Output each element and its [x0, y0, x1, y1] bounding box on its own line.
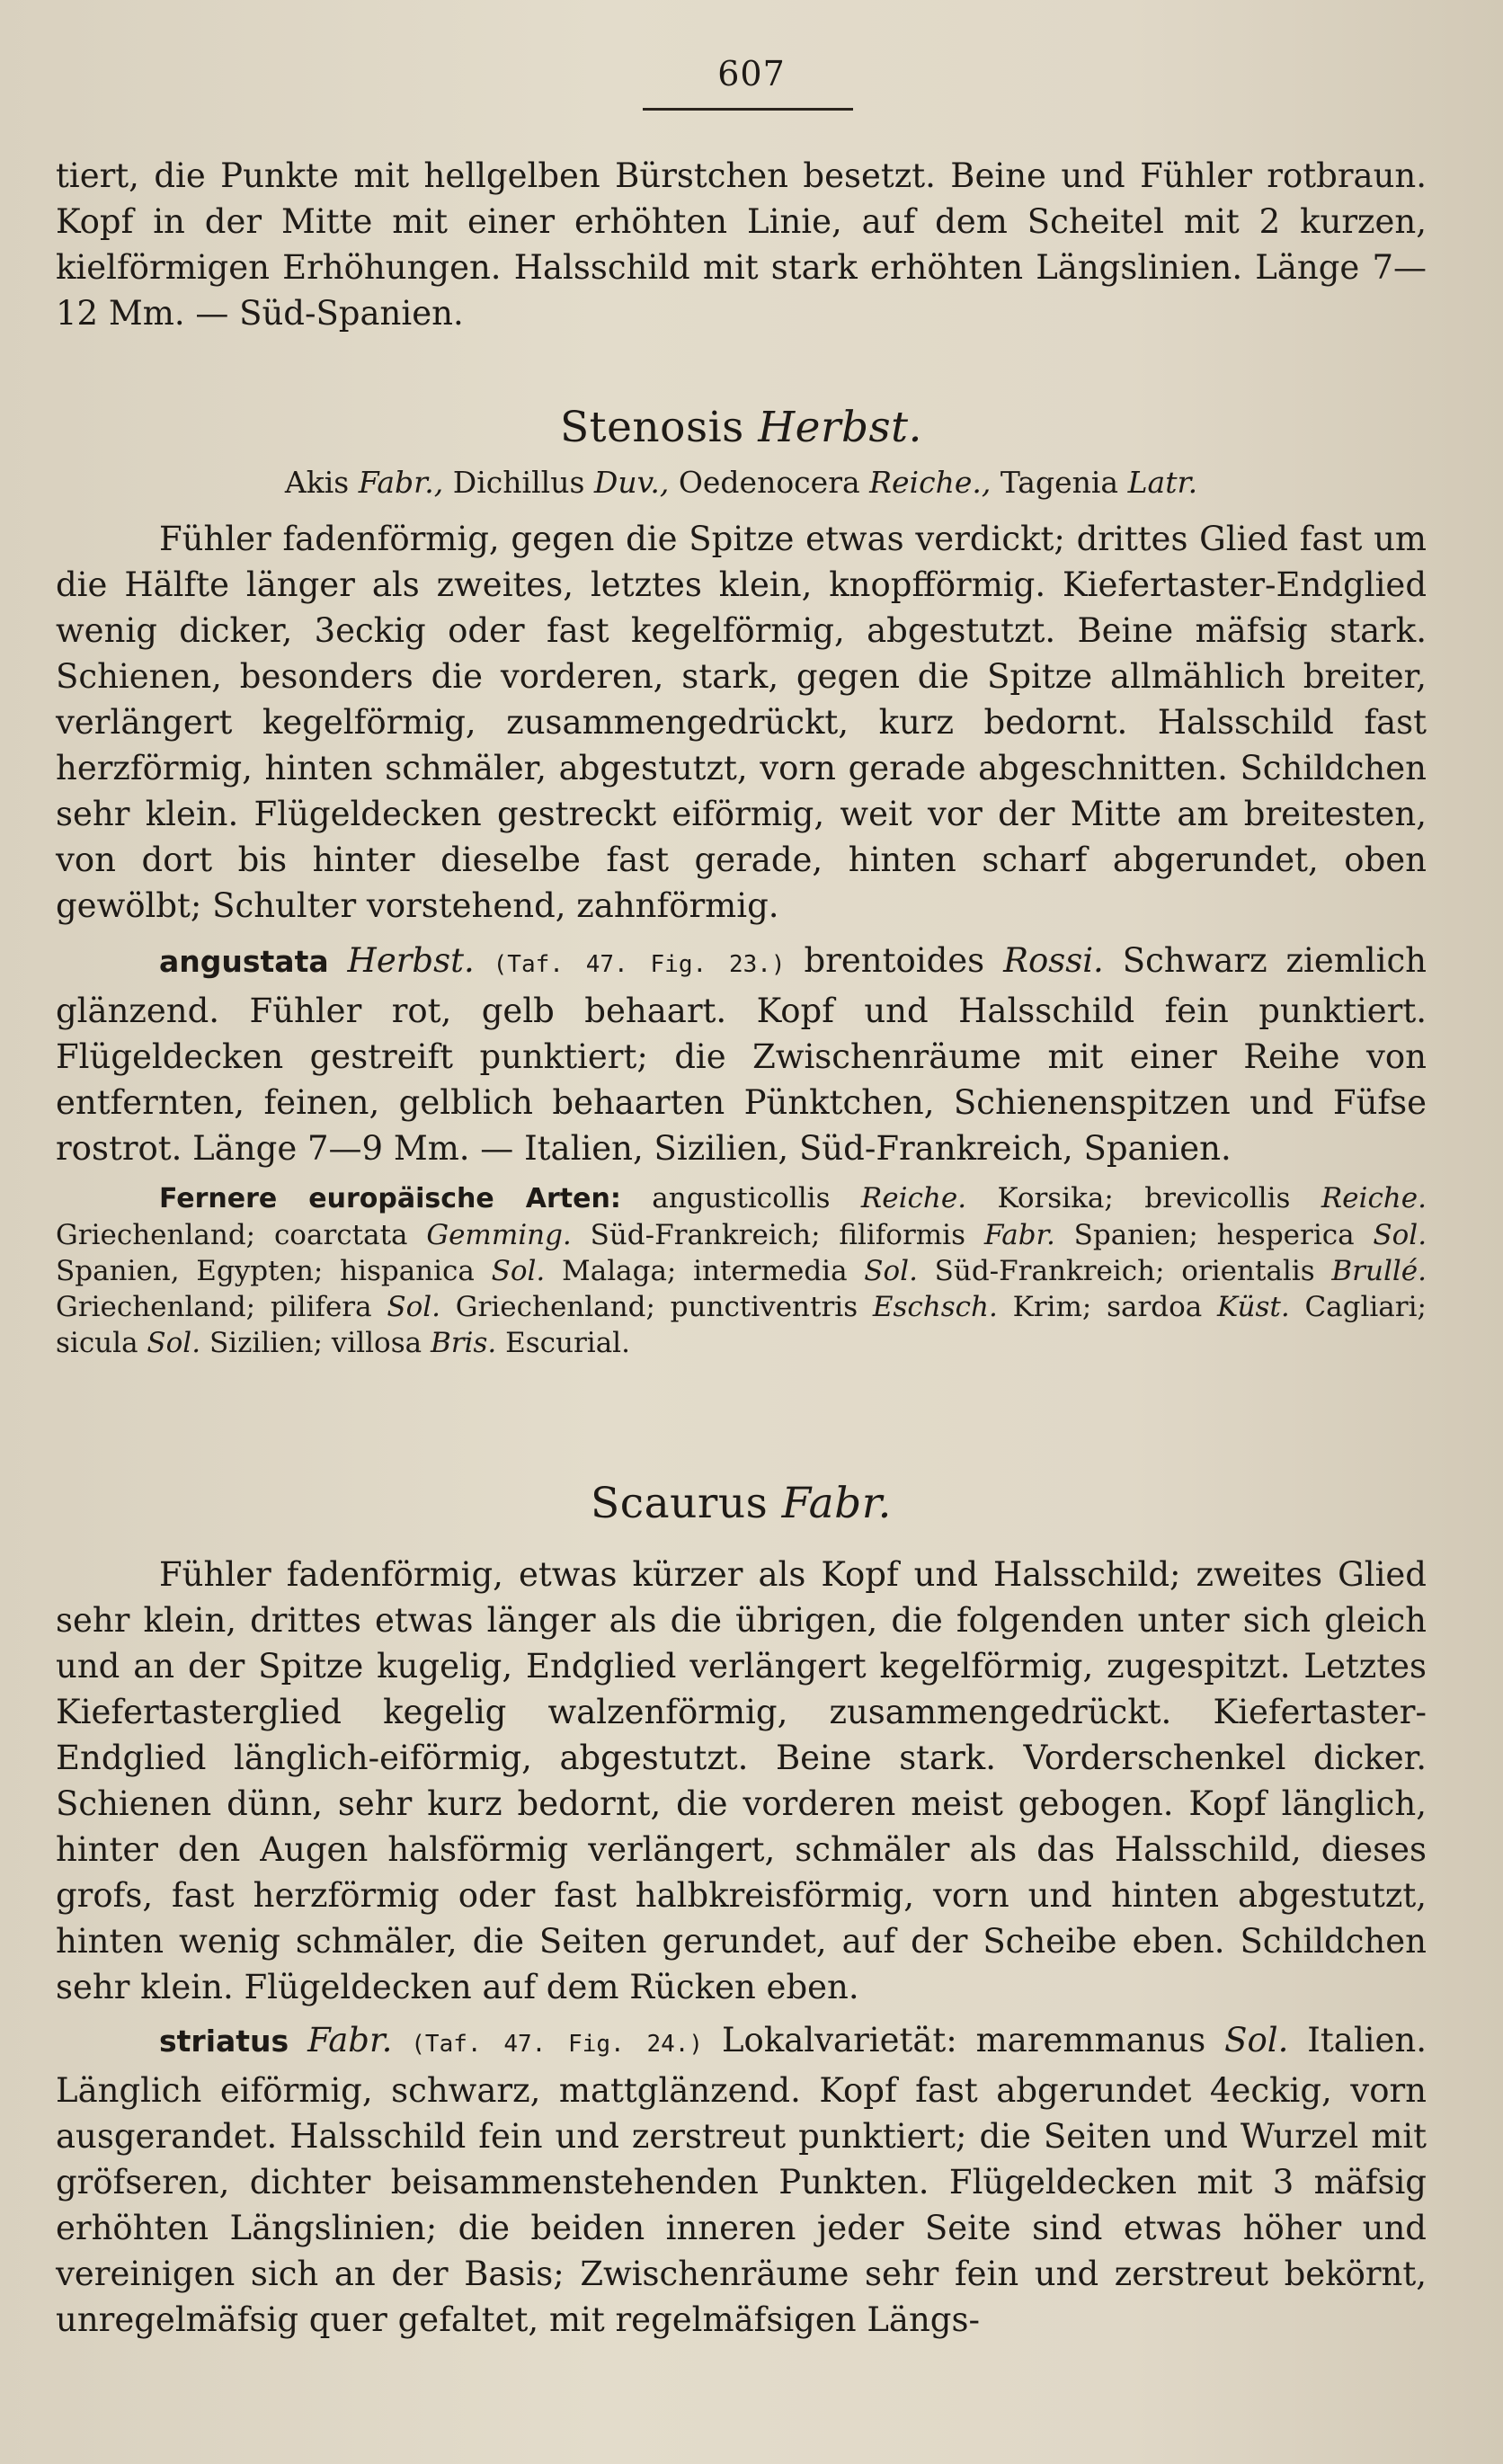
other-species-name: pilifera	[270, 1291, 372, 1323]
other-species-locality: Malaga;	[561, 1255, 677, 1287]
page-number: 607	[717, 54, 786, 93]
species-synonym: brentoides	[804, 941, 985, 980]
other-species-locality: Süd-Frankreich;	[934, 1255, 1165, 1287]
other-species-name: filiformis	[839, 1219, 966, 1251]
species-angustata	[56, 938, 1427, 1171]
other-species-author: Brullé.	[1331, 1255, 1427, 1287]
other-species-author: Bris.	[430, 1327, 497, 1359]
other-species-name: intermedia	[693, 1255, 848, 1287]
scaurus-description-text: Fühler fadenförmig, etwas kürzer als Kopf und Halsschild; zweites Glied sehr klein, drittes etwas länger als die übrigen, die folgenden unter sich gleich und an der Spitze kugelig, Endglied verlängert kegelförmig, zugespitzt. Letztes Kiefertasterglied kegelig walzenförmig, zusammengedrückt. Kiefertaster-Endglied länglich-eiförmig, abgestutzt. Beine stark. Vorderschenkel dicker. Schienen dünn, sehr kurz bedornt, die vorderen meist gebogen. Kopf länglich, hinter den Augen halsförmig verlängert, schmäler als das Halsschild, dieses grofs, fast herzförmig oder fast halbkreisförmig, vorn und hinten abgestutzt, hinten wenig schmäler, die Seiten gerundet, auf der Scheibe eben. Schildchen sehr klein. Flügeldecken auf dem Rücken eben.	[56, 1555, 1427, 2006]
species-name: angustata	[159, 944, 329, 979]
plate-reference: (Taf. 47. Fig. 24.)	[411, 2031, 704, 2058]
other-species-author: Eschsch.	[872, 1291, 998, 1323]
synonym-name: Akis	[284, 465, 350, 500]
synonym-author: Reiche.,	[869, 465, 992, 500]
other-species-locality: Spanien, Egypten;	[56, 1255, 324, 1287]
variety-author: Sol.	[1224, 2021, 1289, 2059]
other-species-locality: Escurial.	[505, 1327, 630, 1359]
other-species-name: punctiventris	[670, 1291, 858, 1323]
synonym-author: Fabr.,	[358, 465, 444, 500]
species-name: striatus	[159, 2024, 289, 2059]
species-striatus	[56, 2017, 1427, 2343]
scaurus-genus: Scaurus	[591, 1479, 769, 1528]
other-species-name: coarctata	[273, 1219, 408, 1251]
other-species-locality: Griechenland;	[455, 1291, 655, 1323]
scaurus-author: Fabr.	[781, 1479, 892, 1528]
other-species-name: hesperica	[1216, 1219, 1355, 1251]
stenosis-heading	[56, 403, 1427, 452]
other-species-author: Reiche.	[1321, 1182, 1427, 1214]
stenosis-description	[56, 516, 1427, 929]
synonym-author: Duv.,	[593, 465, 670, 500]
other-species-author: Gemming.	[426, 1219, 572, 1251]
other-species-name: angusticollis	[652, 1182, 831, 1214]
other-species-author: Sol.	[491, 1255, 546, 1287]
other-species-name: sardoa	[1107, 1291, 1203, 1323]
variety-locality: Italien.	[1307, 2021, 1427, 2059]
other-species-author: Sol.	[1373, 1219, 1427, 1251]
other-species-author: Reiche.	[860, 1182, 967, 1214]
species-text: Schwarz ziemlich glänzend. Fühler rot, gelb behaart. Kopf und Halsschild fein punktiert. Flügeldecken gestreift punktiert; die Zwischenräume mit einer Reihe von entfernten, feinen, gelblich behaarten Pünktchen, Schienenspitzen und Füfse rostrot. Länge 7—9 Mm. — Italien, Sizilien, Süd-Frankreich, Spanien.	[56, 941, 1427, 1168]
scaurus-description	[56, 1552, 1427, 2010]
stenosis-description-text: Fühler fadenförmig, gegen die Spitze etwas verdickt; drittes Glied fast um die Hälfte länger als zweites, letztes klein, knopfförmig. Kiefertaster-Endglied wenig dicker, 3eckig oder fast kegelförmig, abgestutzt. Beine mäfsig stark. Schienen, besonders die vorderen, stark, gegen die Spitze allmählich breiter, verlängert kegelförmig, zusammengedrückt, kurz bedornt. Halsschild fast herzförmig, hinten schmäler, abgestutzt, vorn gerade abgeschnitten. Schildchen sehr klein. Flügeldecken gestreckt eiförmig, weit vor der Mitte am breitesten, von dort bis hinter dieselbe fast gerade, hinten scharf abgerundet, oben gewölbt; Schulter vorstehend, zahnförmig.	[56, 520, 1427, 925]
other-species-locality: Süd-Frankreich;	[590, 1219, 821, 1251]
other-species	[56, 1180, 1427, 1361]
plate-reference: (Taf. 47. Fig. 23.)	[493, 951, 786, 978]
intro-block	[56, 153, 1427, 336]
stenosis-section	[56, 403, 1427, 1361]
other-species-locality: Griechenland;	[56, 1219, 256, 1251]
scaurus-heading	[56, 1479, 1427, 1528]
other-species-name: orientalis	[1181, 1255, 1315, 1287]
other-species-author: Sol.	[864, 1255, 918, 1287]
stenosis-author: Herbst.	[758, 403, 922, 452]
synonym-name: Tagenia	[1000, 465, 1119, 500]
other-species-author: Sol.	[387, 1291, 441, 1323]
other-species-locality: Korsika;	[997, 1182, 1114, 1214]
other-species-locality: Cagliari;	[1304, 1291, 1427, 1323]
other-species-author: Küst.	[1217, 1291, 1290, 1323]
other-species-name: brevicollis	[1144, 1182, 1291, 1214]
other-species-locality: Griechenland;	[56, 1291, 256, 1323]
species-synonym-author: Rossi.	[1003, 941, 1104, 980]
stenosis-synonyms	[56, 465, 1427, 500]
species-text: Länglich eiförmig, schwarz, mattglänzend. Kopf fast abgerundet 4eckig, vorn ausgerandet. Halsschild fein und zerstreut punktiert; die Seiten und Wurzel mit gröfseren, dichter beisammenstehenden Punkten. Flügeldecken mit 3 mäfsig erhöhten Längslinien; die beiden inneren jeder Seite sind etwas höher und vereinigen sich an der Basis; Zwischenräume sehr fein und zerstreut bekörnt, unregelmäfsig quer gefaltet, mit regelmäfsigen Längs-	[56, 2071, 1427, 2339]
other-species-locality: Krim;	[1012, 1291, 1092, 1323]
variety-name: maremmanus	[975, 2021, 1206, 2059]
species-author: Fabr.	[307, 2021, 393, 2059]
other-species-author: Sol.	[147, 1327, 201, 1359]
stenosis-genus: Stenosis	[559, 403, 744, 452]
synonym-name: Dichillus	[452, 465, 585, 500]
synonym-author: Latr.	[1127, 465, 1198, 500]
page-number-rule	[643, 108, 853, 111]
scaurus-section	[56, 1479, 1427, 2343]
other-species-locality: Sizilien;	[209, 1327, 323, 1359]
other-species-name: sicula	[56, 1327, 138, 1359]
other-species-name: hispanica	[340, 1255, 475, 1287]
other-species-label: Fernere europäische Arten:	[159, 1183, 621, 1214]
variety-label: Lokalvarietät:	[721, 2021, 957, 2059]
other-species-name: villosa	[331, 1327, 422, 1359]
other-species-author: Fabr.	[983, 1219, 1055, 1251]
species-author: Herbst.	[347, 941, 475, 980]
intro-paragraph: tiert, die Punkte mit hellgelben Bürstchen besetzt. Beine und Fühler rotbraun. Kopf in der Mitte mit einer erhöhten Linie, auf dem Scheitel mit 2 kurzen, kielförmigen Erhöhungen. Halsschild mit stark erhöhten Längslinien. Länge 7—12 Mm. — Süd-Spanien.	[56, 156, 1427, 333]
synonym-name: Oedenocera	[678, 465, 860, 500]
other-species-locality: Spanien;	[1073, 1219, 1198, 1251]
